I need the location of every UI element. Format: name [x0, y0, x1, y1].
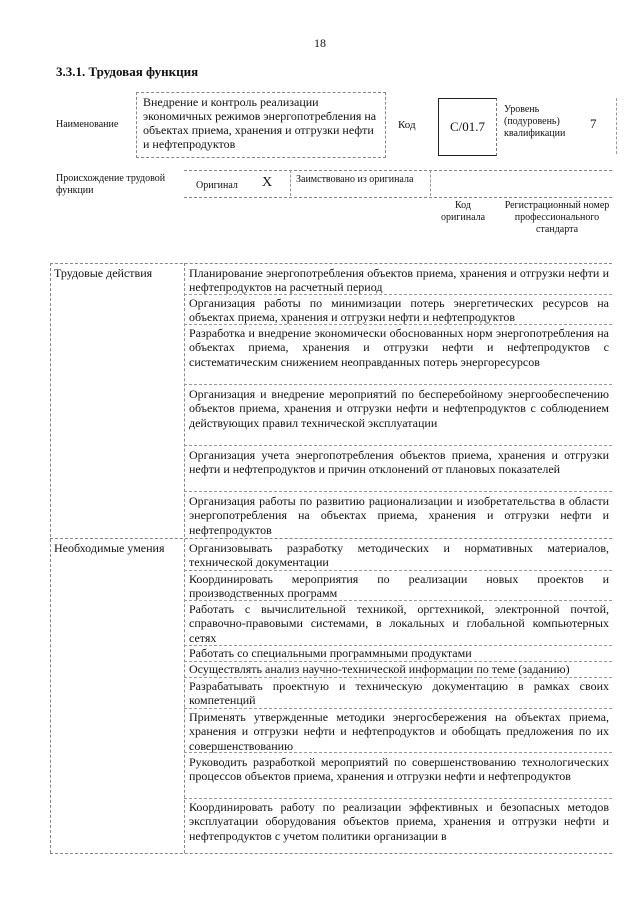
divider	[430, 170, 431, 196]
reg-number-label: Регистрационный номер профессионального стандарта	[504, 200, 610, 235]
level-label: Уровень (подуровень) квалификации	[504, 104, 566, 139]
list-item: Организация работы по развитию рационализации и изобретательства в области энергопотребления на объектах приема, хранения и отгрузки нефти и нефтепродуктов	[189, 494, 609, 537]
table-column-divider	[184, 263, 185, 853]
row-divider	[184, 294, 612, 295]
list-item: Руководить разработкой мероприятий по совершенствованию технологических процессов объектов приема, хранения и отгрузки нефти и нефтепродуктов	[189, 755, 609, 784]
row-divider	[184, 384, 612, 385]
list-item: Организовывать разработку методических и нормативных материалов, технической документации	[189, 541, 609, 570]
list-item: Организация и внедрение мероприятий по бесперебойному энергообеспечению объектов приема, хранения и отгрузки нефти и нефтепродуктов с соблюдением действующих правил технической эксплуатации	[189, 387, 609, 430]
section-title: 3.3.1. Трудовая функция	[56, 64, 199, 79]
function-name: Внедрение и контроль реализации экономичных режимов энергопотребления на объектах приема, хранения и отгрузки нефти и нефтепродуктов	[136, 92, 386, 158]
list-item: Применять утвержденные методики энергосбережения на объектах приема, хранения и отгрузки нефти и нефтепродуктов и обобщать предложения по их совершенствованию	[189, 710, 609, 753]
list-item: Осуществлять анализ научно-технической информации по теме (заданию)	[189, 662, 570, 676]
row-divider	[184, 324, 612, 325]
list-item: Координировать работу по реализации эффективных и безопасных методов эксплуатации оборудования объектов приема, хранения и отгрузки нефти и нефтепродуктов с учетом политики организации в	[189, 800, 609, 843]
row-divider	[184, 708, 612, 709]
list-item: Работать со специальными программными продуктами	[189, 646, 472, 660]
level-value: 7	[590, 116, 597, 131]
borrowed-label: Заимствовано из оригинала	[296, 174, 414, 185]
row-divider	[184, 798, 612, 799]
table-left-border	[50, 263, 51, 853]
row-divider	[184, 491, 612, 492]
row-divider	[184, 600, 612, 601]
section-label-skills: Необходимые умения	[54, 541, 165, 555]
list-item: Организация учета энергопотребления объектов приема, хранения и отгрузки нефти и нефтепродуктов и причин отклонений от плановых показателей	[189, 448, 609, 477]
table-top-border	[50, 263, 612, 264]
row-divider	[184, 752, 612, 753]
list-item: Планирование энергопотребления объектов приема, хранения и отгрузки нефти и нефтепродуктов на расчетный период	[189, 266, 609, 295]
divider	[290, 170, 291, 196]
list-item: Координировать мероприятия по реализации новых проектов и производственных программ	[189, 572, 609, 601]
row-divider	[184, 445, 612, 446]
row-divider	[184, 677, 612, 678]
origin-label: Происхождение трудовой функции	[56, 173, 166, 196]
section-divider	[50, 538, 612, 539]
code-value: С/01.7	[438, 98, 497, 156]
list-item: Работать с вычислительной техникой, оргтехникой, электронной почтой, справочно-правовыми системами, в локальных и глобальной компьютерных сетях	[189, 602, 609, 645]
name-label: Наименование	[56, 119, 119, 130]
list-item: Разработка и внедрение экономически обоснованных норм энергопотребления на объектах приема, хранения и отгрузки нефти и нефтепродуктов с систематическим снижением неоправданных потерь энергоресурсов	[189, 326, 609, 369]
page-number: 18	[314, 36, 326, 50]
code-label: Код	[398, 119, 416, 131]
list-item: Разрабатывать проектную и техническую документацию в рамках своих компетенций	[189, 679, 609, 708]
original-label: Оригинал	[196, 180, 238, 191]
original-mark: X	[262, 175, 273, 190]
row-divider	[184, 570, 612, 571]
code-original-label: Код оригинала	[440, 200, 486, 223]
list-item: Организация работы по минимизации потерь энергетических ресурсов на объектах приема, хранения и отгрузки нефти и нефтепродуктов	[189, 296, 609, 325]
table-bottom-border	[50, 853, 612, 854]
section-label-actions: Трудовые действия	[54, 266, 153, 280]
